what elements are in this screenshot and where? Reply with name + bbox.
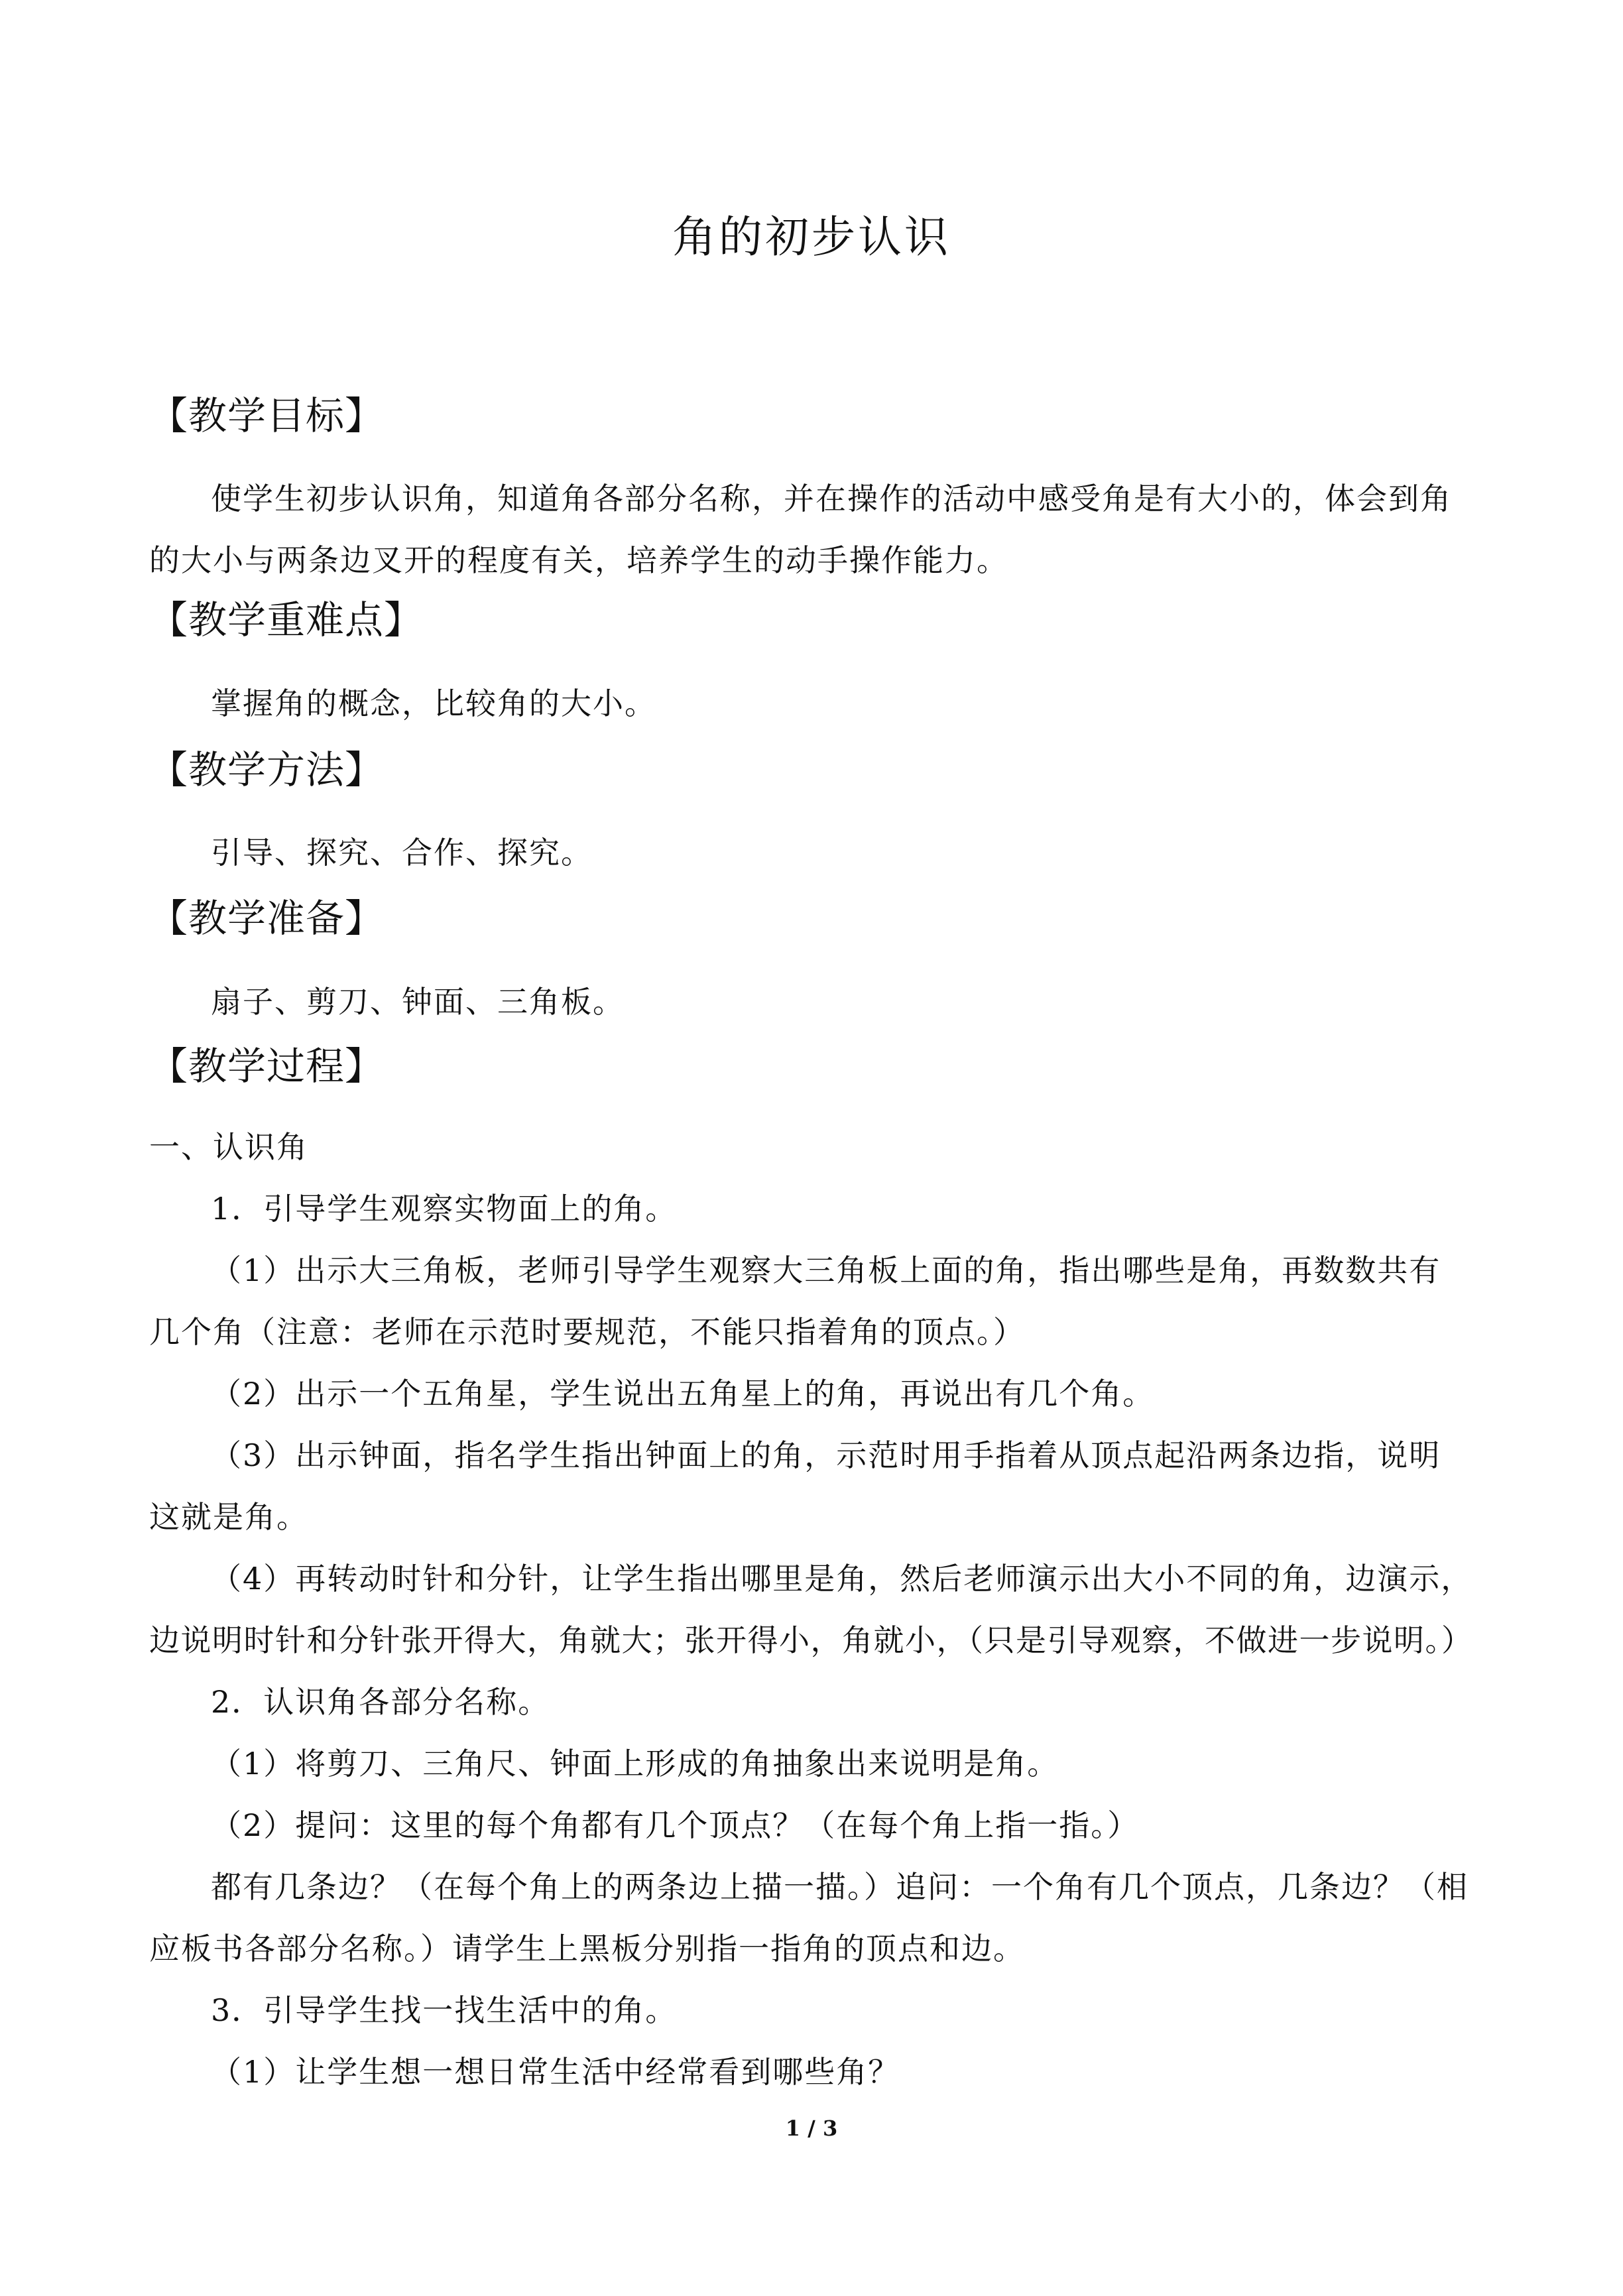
process-line-4: 几个角（注意：老师在示范时要规范，不能只指着角的顶点。） xyxy=(149,1314,1025,1350)
key-points-line-1: 掌握角的概念，比较角的大小。 xyxy=(211,686,656,721)
process-line-2: 1．引导学生观察实物面上的角。 xyxy=(211,1191,678,1227)
process-line-14: 应板书各部分名称。）请学生上黑板分别指一指角的顶点和边。 xyxy=(149,1931,1025,1966)
section-heading-process: 【教学过程】 xyxy=(149,1044,385,1089)
section-heading-key-points: 【教学重难点】 xyxy=(149,597,424,642)
process-line-10: 2．认识角各部分名称。 xyxy=(211,1684,550,1720)
process-line-8: （4）再转动时针和分针，让学生指出哪里是角，然后老师演示出大小不同的角，边演示， xyxy=(211,1561,1473,1597)
process-line-5: （2）出示一个五角星，学生说出五角星上的角，再说出有几个角。 xyxy=(211,1376,1155,1412)
process-line-6: （3）出示钟面，指名学生指出钟面上的角，示范时用手指着从顶点起沿两条边指，说明 xyxy=(211,1437,1441,1473)
goal-line-1: 使学生初步认识角，知道角各部分名称，并在操作的活动中感受角是有大小的，体会到角 xyxy=(211,481,1452,516)
section-heading-goal: 【教学目标】 xyxy=(149,393,385,438)
preparation-line-1: 扇子、剪刀、钟面、三角板。 xyxy=(211,984,625,1020)
page-number: 1 / 3 xyxy=(785,2116,838,2141)
process-line-3: （1）出示大三角板，老师引导学生观察大三角板上面的角，指出哪些是角，再数数共有 xyxy=(211,1252,1441,1288)
section-heading-preparation: 【教学准备】 xyxy=(149,896,385,941)
process-line-16: （1）让学生想一想日常生活中经常看到哪些角？ xyxy=(211,2054,900,2090)
goal-line-2: 的大小与两条边叉开的程度有关，培养学生的动手操作能力。 xyxy=(149,542,1008,578)
process-line-9: 边说明时针和分针张开得大，角就大；张开得小，角就小，（只是引导观察，不做进一步说明。） xyxy=(149,1622,1473,1658)
method-line-1: 引导、探究、合作、探究。 xyxy=(211,835,593,871)
process-line-1: 一、认识角 xyxy=(149,1129,308,1165)
process-line-11: （1）将剪刀、三角尺、钟面上形成的角抽象出来说明是角。 xyxy=(211,1746,1059,1782)
process-line-13: 都有几条边？（在每个角上的两条边上描一描。）追问：一个角有几个顶点，几条边？（相 xyxy=(211,1869,1469,1905)
document-title: 角的初步认识 xyxy=(672,211,951,263)
process-line-12: （2）提问：这里的每个角都有几个顶点？（在每个角上指一指。） xyxy=(211,1807,1140,1843)
section-heading-method: 【教学方法】 xyxy=(149,747,385,792)
process-line-15: 3．引导学生找一找生活中的角。 xyxy=(211,1992,678,2028)
process-line-7: 这就是角。 xyxy=(149,1499,308,1535)
